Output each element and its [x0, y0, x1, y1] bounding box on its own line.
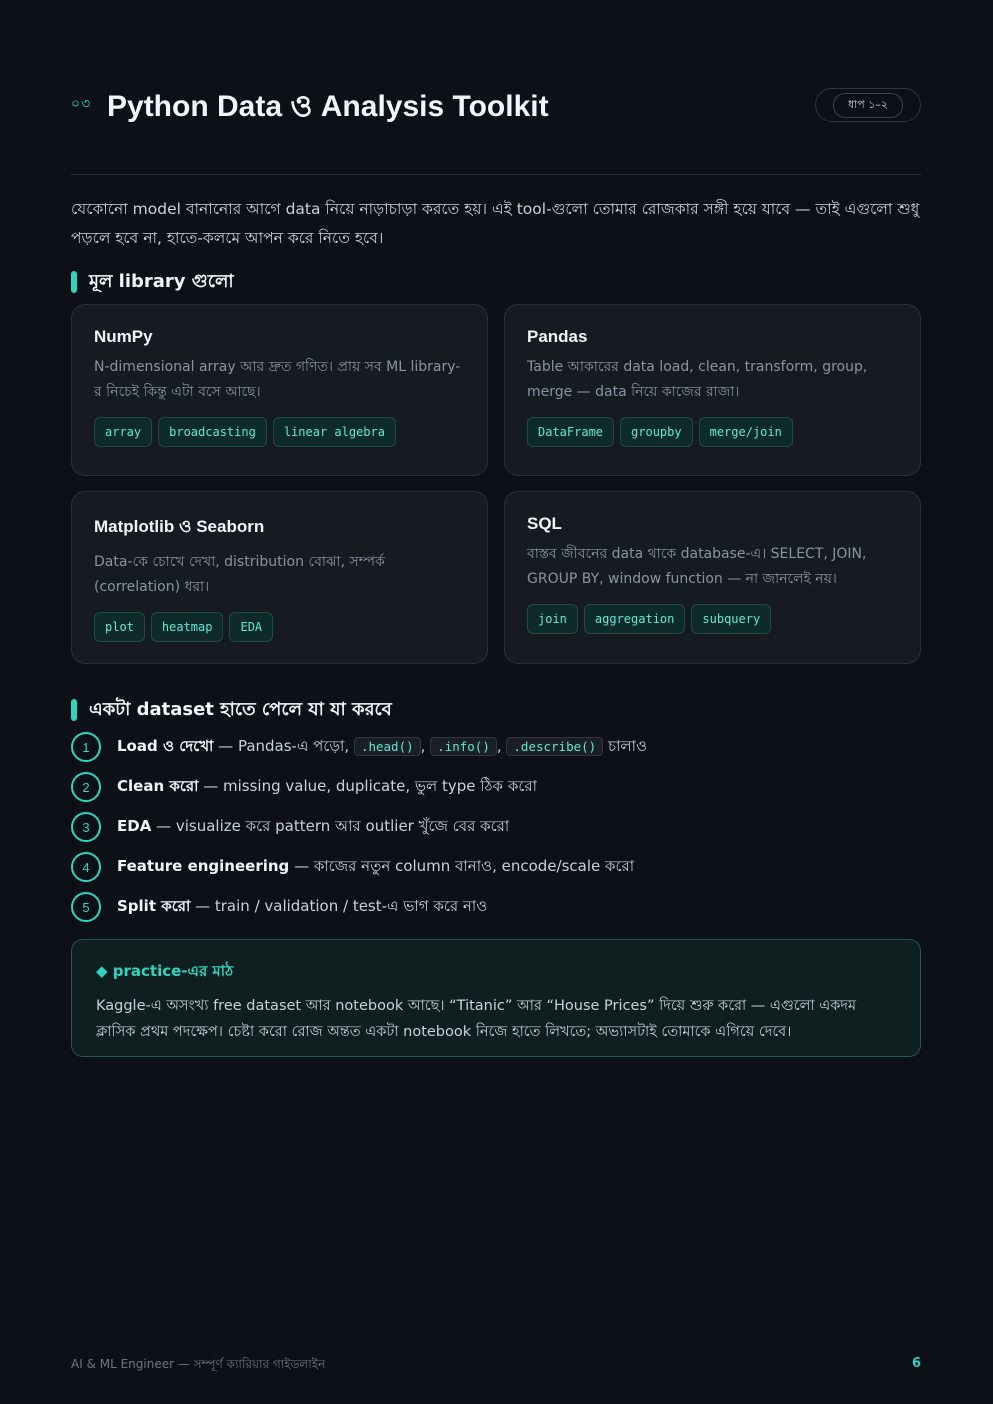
section-title: একটা dataset হাতে পেলে যা যা করবে	[89, 698, 392, 720]
section-title: মূল library গুলো	[89, 270, 234, 292]
tag: DataFrame	[527, 417, 614, 447]
tip-body: Kaggle-এ অসংখ্য free dataset আর notebook আছে। “Titanic” আর “House Prices” দিয়ে শুরু করো — এগুলো একদম ক্লাসিক প্রথম পদক্ষেপ। চেষ্টা করো রোজ অন্তত একটা notebook নিজে হাতে লিখতে; অভ্যাসটাই তোমাকে এগিয়ে দেবে।	[96, 998, 857, 1040]
page-title: Python Data ও Analysis Toolkit	[107, 90, 549, 123]
practice-tip-box	[71, 939, 921, 1057]
page-header	[71, 82, 921, 126]
tag: aggregation	[584, 604, 685, 634]
step-list	[71, 732, 921, 932]
diamond-icon: ◆	[96, 962, 108, 980]
tag: linear algebra	[273, 417, 396, 447]
step-number-badge: 2	[71, 772, 101, 802]
card-description: Data-কে চোখে দেখা, distribution বোঝা, সম্পর্ক (correlation) ধরা।	[94, 554, 385, 595]
library-card-sql	[504, 491, 921, 664]
tag: subquery	[691, 604, 771, 634]
code-snippet: .info()	[430, 737, 497, 756]
tip-title	[96, 960, 896, 985]
card-description: N-dimensional array আর দ্রুত গণিত। প্রায় সব ML library-র নিচেই কিন্তু এটা বসে আছে।	[94, 359, 461, 400]
chapter-number: ০৩	[71, 96, 92, 112]
section-accent-bar	[71, 271, 77, 293]
card-title: NumPy	[94, 327, 153, 346]
step-text	[117, 775, 537, 800]
tag: heatmap	[151, 612, 224, 642]
library-card-pandas	[504, 304, 921, 476]
step-item	[71, 732, 921, 762]
tag-list	[527, 604, 898, 634]
step-label: Clean করো	[117, 776, 199, 795]
library-card-numpy	[71, 304, 488, 476]
intro-paragraph: যেকোনো model বানানোর আগে data নিয়ে নাড়াচাড়া করতে হয়। এই tool-গুলো তোমার রোজকার সঙ্গী হয়ে যাবে — তাই এগুলো শুধু পড়লে হবে না, হাতে-কলমে আপন করে নিতে হবে।	[71, 200, 920, 247]
tag-list	[527, 417, 898, 447]
section-heading-steps	[71, 699, 921, 721]
header-divider	[71, 174, 921, 175]
card-description: বাস্তব জীবনের data থাকে database-এ। SELECT, JOIN, GROUP BY, window function — না জানলেই নয়।	[527, 546, 867, 587]
tip-title-text: practice-এর মাঠ	[112, 962, 234, 980]
step-label: Load ও দেখো	[117, 736, 214, 755]
step-number-badge: 3	[71, 812, 101, 842]
step-number-badge: 4	[71, 852, 101, 882]
tag-list	[94, 612, 465, 642]
tag: merge/join	[699, 417, 793, 447]
step-suffix: চালাও	[603, 736, 647, 755]
code-snippet: .describe()	[506, 737, 603, 756]
page-number: 6	[911, 1356, 921, 1371]
tag: EDA	[229, 612, 273, 642]
stage-badge-label: ধাপ ১–২	[833, 93, 903, 118]
step-number-badge: 1	[71, 732, 101, 762]
code-separator: ,	[496, 736, 507, 755]
step-label: EDA	[117, 816, 152, 835]
step-prefix: — Pandas-এ পড়ো,	[213, 736, 354, 755]
step-label: Feature engineering	[117, 856, 290, 875]
step-item	[71, 772, 921, 802]
card-title: Pandas	[527, 327, 588, 346]
code-snippet: .head()	[354, 737, 421, 756]
tag: groupby	[620, 417, 693, 447]
step-number-badge: 5	[71, 892, 101, 922]
step-text	[117, 735, 647, 760]
step-text	[117, 815, 509, 840]
step-item	[71, 852, 921, 882]
section-accent-bar	[71, 699, 77, 721]
step-detail: — train / validation / test-এ ভাগ করে নাও	[190, 896, 488, 915]
card-title: SQL	[527, 514, 562, 533]
tag: plot	[94, 612, 145, 642]
tag: join	[527, 604, 578, 634]
step-item	[71, 812, 921, 842]
footer-title: AI & ML Engineer — সম্পূর্ণ ক্যারিয়ার গাইডলাইন	[71, 1357, 326, 1371]
library-card-matplotlib	[71, 491, 488, 664]
card-description: Table আকারের data load, clean, transform, group, merge — data নিয়ে কাজের রাজা।	[527, 359, 868, 400]
code-separator: ,	[420, 736, 431, 755]
tag: array	[94, 417, 152, 447]
section-heading-libraries	[71, 271, 921, 293]
tag-list	[94, 417, 465, 447]
tag: broadcasting	[158, 417, 267, 447]
step-detail: — missing value, duplicate, ভুল type ঠিক করো	[198, 776, 537, 795]
card-title: Matplotlib ও Seaborn	[94, 517, 265, 536]
step-item	[71, 892, 921, 922]
stage-badge	[815, 88, 921, 122]
step-detail: — visualize করে pattern আর outlier খুঁজে বের করো	[151, 816, 510, 835]
step-detail: — কাজের নতুন column বানাও, encode/scale করো	[289, 856, 635, 875]
step-label: Split করো	[117, 896, 191, 915]
step-text	[117, 895, 487, 920]
step-text	[117, 855, 634, 880]
